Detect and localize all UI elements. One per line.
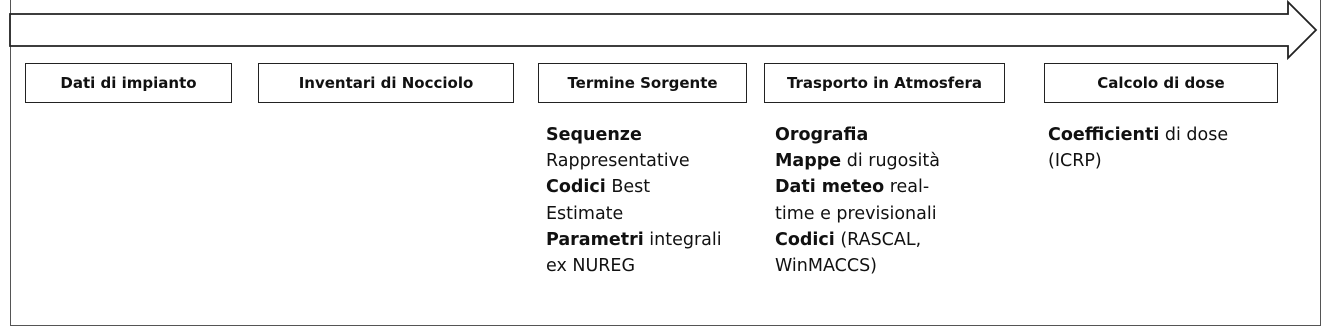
stage-label: Termine Sorgente [567, 74, 718, 92]
stage-box-trasporto-atmosfera [764, 63, 1005, 103]
stage-description-trasporto-atmosfera [775, 122, 940, 279]
description-line: time e previsionali [775, 203, 937, 224]
description-line: Parametri integrali [546, 229, 722, 250]
stage-box-calcolo-dose [1044, 63, 1278, 103]
stage-label: Calcolo di dose [1097, 74, 1225, 92]
description-line: Orografia [775, 125, 869, 145]
description-line: Sequenze [546, 125, 642, 145]
description-line: (ICRP) [1048, 151, 1102, 172]
description-line: Coefficienti di dose [1048, 125, 1229, 145]
description-line: Mappe di rugosità [775, 151, 940, 172]
stage-label: Dati di impianto [60, 74, 197, 92]
stage-description-calcolo-dose [1048, 122, 1228, 174]
stage-box-termine-sorgente [538, 63, 747, 103]
description-line: Codici (RASCAL, [775, 229, 922, 250]
description-line: ex NUREG [546, 256, 636, 277]
stage-label: Trasporto in Atmosfera [786, 74, 983, 92]
description-line: WinMACCS) [775, 256, 878, 277]
description-line: Dati meteo real- [775, 177, 930, 198]
stage-description-termine-sorgente [546, 122, 722, 279]
stage-box-dati-impianto [25, 63, 232, 103]
stage-box-inventari-nocciolo [258, 63, 514, 103]
description-line: Estimate [546, 203, 624, 224]
process-flow-arrow [0, 0, 1321, 60]
description-line: Rappresentative [546, 151, 690, 172]
description-line: Codici Best [546, 177, 651, 198]
stage-label: Inventari di Nocciolo [298, 74, 474, 92]
